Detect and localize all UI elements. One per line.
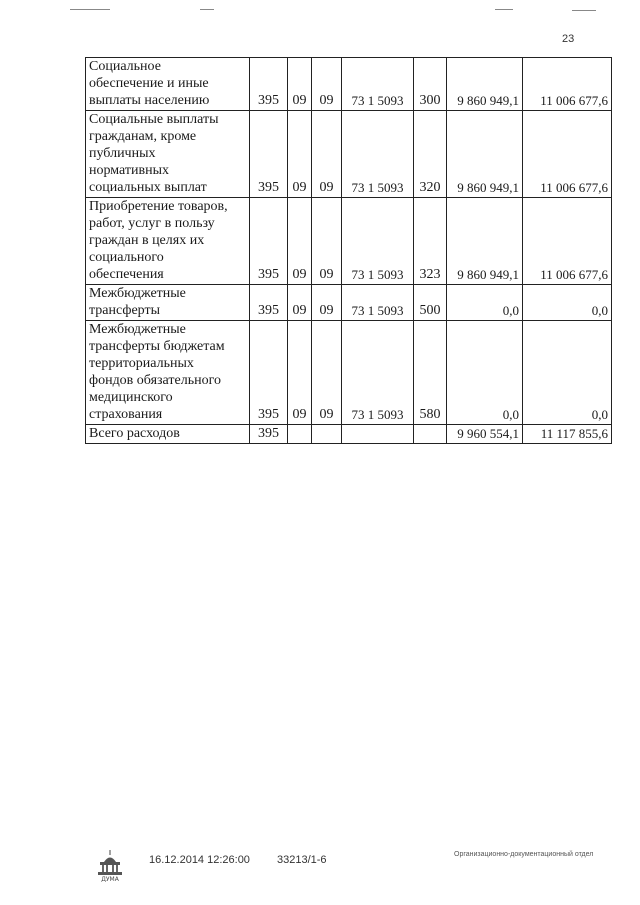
cell-csr: 73 1 5093 — [342, 285, 414, 321]
cell-pr: 09 — [312, 285, 342, 321]
row-name-line: публичных — [89, 146, 156, 161]
cell-ved: 395 — [250, 58, 288, 111]
cell-sum-2015: 0,0 — [447, 285, 523, 321]
row-name-line: медицинского — [89, 390, 173, 405]
cell-sum-2015: 9 860 949,1 — [447, 111, 523, 198]
scan-artifact — [495, 9, 513, 10]
row-name — [86, 285, 250, 321]
cell-sum-2016: 11 006 677,6 — [523, 58, 612, 111]
logo-text: ДУМА — [101, 876, 119, 882]
cell-ved: 395 — [250, 198, 288, 285]
row-name-line: трансферты бюджетам — [89, 339, 225, 354]
row-name-line: гражданам, кроме — [89, 129, 197, 144]
row-name-line: трансферты — [89, 303, 161, 318]
duma-building-icon — [95, 848, 125, 882]
cell-rz: 09 — [288, 58, 312, 111]
cell-pr: 09 — [312, 111, 342, 198]
row-name-line: территориальных — [89, 356, 194, 371]
footer-department: Организационно-документационный отдел — [454, 851, 594, 858]
cell-rz: 09 — [288, 111, 312, 198]
row-name-line: обеспечения — [89, 267, 164, 282]
total-row — [86, 425, 612, 444]
budget-table — [85, 57, 612, 444]
total-label: Всего расходов — [86, 425, 250, 444]
total-sum-2015: 9 960 554,1 — [447, 425, 523, 444]
cell-sum-2015: 9 860 949,1 — [447, 198, 523, 285]
table-row — [86, 58, 612, 111]
cell-rz: 09 — [288, 321, 312, 425]
cell-csr: 73 1 5093 — [342, 198, 414, 285]
total-empty-cell-pr — [312, 425, 342, 444]
cell-ved: 395 — [250, 321, 288, 425]
cell-pr: 09 — [312, 198, 342, 285]
cell-sum-2015: 0,0 — [447, 321, 523, 425]
cell-vr: 323 — [414, 198, 447, 285]
cell-ved: 395 — [250, 111, 288, 198]
scan-artifact — [70, 9, 110, 10]
row-name-line: Социальные выплаты — [89, 112, 219, 127]
row-name-line: нормативных — [89, 163, 170, 178]
row-name-line: Приобретение товаров, — [89, 199, 228, 214]
row-name — [86, 321, 250, 425]
row-name-line: выплаты населению — [89, 93, 210, 108]
cell-csr: 73 1 5093 — [342, 111, 414, 198]
table-row — [86, 111, 612, 198]
row-name — [86, 58, 250, 111]
cell-rz: 09 — [288, 285, 312, 321]
table-row — [86, 321, 612, 425]
total-ved: 395 — [250, 425, 288, 444]
scan-artifact — [572, 10, 596, 11]
table-row — [86, 198, 612, 285]
cell-sum-2016: 0,0 — [523, 285, 612, 321]
row-name-line: Межбюджетные — [89, 286, 186, 301]
cell-vr: 580 — [414, 321, 447, 425]
row-name-line: социального — [89, 250, 164, 265]
cell-sum-2016: 11 006 677,6 — [523, 198, 612, 285]
total-empty-cell-csr — [342, 425, 414, 444]
budget-table-body — [86, 58, 612, 444]
row-name-line: Социальное — [89, 59, 161, 74]
page-number: 23 — [562, 33, 575, 45]
table-row — [86, 285, 612, 321]
cell-vr: 320 — [414, 111, 447, 198]
row-name-line: социальных выплат — [89, 180, 207, 195]
row-name — [86, 111, 250, 198]
total-empty-cell-vr — [414, 425, 447, 444]
cell-csr: 73 1 5093 — [342, 321, 414, 425]
row-name-line: Межбюджетные — [89, 322, 186, 337]
row-name-line: обеспечение и иные — [89, 76, 209, 91]
row-name-line: страхования — [89, 407, 163, 422]
cell-rz: 09 — [288, 198, 312, 285]
cell-sum-2016: 0,0 — [523, 321, 612, 425]
row-name-line: работ, услуг в пользу — [89, 216, 215, 231]
cell-vr: 500 — [414, 285, 447, 321]
footer-datetime: 16.12.2014 12:26:00 — [149, 854, 250, 866]
cell-pr: 09 — [312, 321, 342, 425]
total-sum-2016: 11 117 855,6 — [523, 425, 612, 444]
cell-sum-2015: 9 860 949,1 — [447, 58, 523, 111]
cell-ved: 395 — [250, 285, 288, 321]
footer-reg-number: 33213/1-6 — [277, 854, 327, 866]
row-name — [86, 198, 250, 285]
cell-csr: 73 1 5093 — [342, 58, 414, 111]
row-name-line: граждан в целях их — [89, 233, 205, 248]
cell-pr: 09 — [312, 58, 342, 111]
row-name-line: фондов обязательного — [89, 373, 221, 388]
total-empty-cell-rz — [288, 425, 312, 444]
scan-artifact — [200, 9, 214, 10]
duma-logo — [95, 848, 125, 882]
cell-vr: 300 — [414, 58, 447, 111]
cell-sum-2016: 11 006 677,6 — [523, 111, 612, 198]
